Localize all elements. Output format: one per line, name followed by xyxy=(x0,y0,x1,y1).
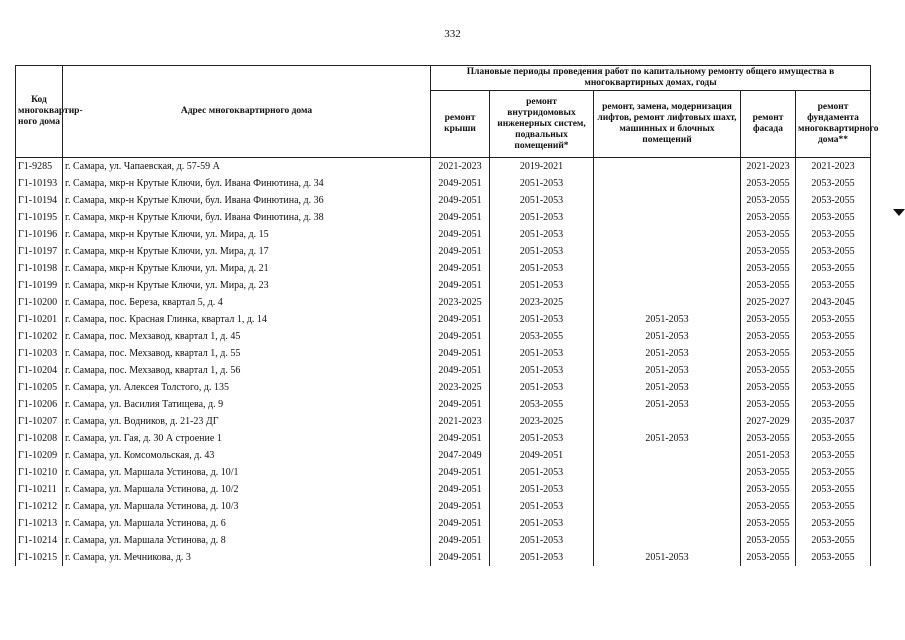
cell-facade: 2053-2055 xyxy=(741,226,796,243)
cell-roof: 2049-2051 xyxy=(431,515,490,532)
cell-code: Г1-10194 xyxy=(16,192,63,209)
cell-systems: 2019-2021 xyxy=(490,158,594,176)
cell-foundation: 2053-2055 xyxy=(796,362,871,379)
header-facade: ремонт фасада xyxy=(741,91,796,158)
cell-facade: 2053-2055 xyxy=(741,396,796,413)
cell-roof: 2023-2025 xyxy=(431,379,490,396)
table-row xyxy=(16,158,871,176)
cell-foundation: 2053-2055 xyxy=(796,192,871,209)
table-row xyxy=(16,345,871,362)
cell-lifts xyxy=(594,498,741,515)
cell-foundation: 2053-2055 xyxy=(796,226,871,243)
cell-address: г. Самара, мкр-н Крутые Ключи, ул. Мира, д. 17 xyxy=(63,243,431,260)
cell-roof: 2049-2051 xyxy=(431,311,490,328)
cell-foundation: 2035-2037 xyxy=(796,413,871,430)
cell-systems: 2051-2053 xyxy=(490,192,594,209)
cell-facade: 2053-2055 xyxy=(741,175,796,192)
cell-code: Г1-10213 xyxy=(16,515,63,532)
cell-foundation: 2053-2055 xyxy=(796,345,871,362)
table-row xyxy=(16,277,871,294)
cell-roof: 2049-2051 xyxy=(431,260,490,277)
cell-facade: 2053-2055 xyxy=(741,498,796,515)
cell-systems: 2049-2051 xyxy=(490,447,594,464)
cell-code: Г1-10204 xyxy=(16,362,63,379)
table-row xyxy=(16,209,871,226)
cell-facade: 2053-2055 xyxy=(741,430,796,447)
cell-systems: 2051-2053 xyxy=(490,362,594,379)
cell-lifts xyxy=(594,192,741,209)
cell-systems: 2051-2053 xyxy=(490,260,594,277)
cell-lifts: 2051-2053 xyxy=(594,345,741,362)
cell-systems: 2023-2025 xyxy=(490,294,594,311)
table-row xyxy=(16,464,871,481)
cell-foundation: 2053-2055 xyxy=(796,175,871,192)
table-row xyxy=(16,260,871,277)
cell-facade: 2027-2029 xyxy=(741,413,796,430)
cell-code: Г1-10201 xyxy=(16,311,63,328)
header-roof: ремонт крыши xyxy=(431,91,490,158)
capital-repair-table xyxy=(15,65,879,566)
cell-systems: 2051-2053 xyxy=(490,481,594,498)
cell-code: Г1-10203 xyxy=(16,345,63,362)
cell-address: г. Самара, ул. Маршала Устинова, д. 10/1 xyxy=(63,464,431,481)
header-systems: ремонт внутридомовых инженерных систем, подвальных помещений* xyxy=(490,91,594,158)
cell-address: г. Самара, ул. Комсомольская, д. 43 xyxy=(63,447,431,464)
cell-lifts: 2051-2053 xyxy=(594,396,741,413)
cell-roof: 2047-2049 xyxy=(431,447,490,464)
cell-address: г. Самара, ул. Василия Татищева, д. 9 xyxy=(63,396,431,413)
cell-systems: 2051-2053 xyxy=(490,532,594,549)
cell-facade: 2053-2055 xyxy=(741,192,796,209)
table-row xyxy=(16,192,871,209)
cell-address: г. Самара, ул. Маршала Устинова, д. 8 xyxy=(63,532,431,549)
cell-roof: 2049-2051 xyxy=(431,226,490,243)
header-foundation: ремонт фундамента многоквартирного дома** xyxy=(796,91,871,158)
cell-address: г. Самара, пос. Мехзавод, квартал 1, д. 55 xyxy=(63,345,431,362)
cell-foundation: 2043-2045 xyxy=(796,294,871,311)
cell-address: г. Самара, мкр-н Крутые Ключи, ул. Мира, д. 21 xyxy=(63,260,431,277)
cell-code: Г1-10205 xyxy=(16,379,63,396)
cell-code: Г1-10206 xyxy=(16,396,63,413)
cell-facade: 2053-2055 xyxy=(741,464,796,481)
cell-roof: 2049-2051 xyxy=(431,209,490,226)
cell-facade: 2053-2055 xyxy=(741,277,796,294)
cell-systems: 2051-2053 xyxy=(490,379,594,396)
cell-address: г. Самара, пос. Береза, квартал 5, д. 4 xyxy=(63,294,431,311)
table-row xyxy=(16,532,871,549)
table-row xyxy=(16,515,871,532)
cell-facade: 2025-2027 xyxy=(741,294,796,311)
cell-lifts xyxy=(594,515,741,532)
cell-lifts: 2051-2053 xyxy=(594,549,741,566)
cell-lifts: 2051-2053 xyxy=(594,362,741,379)
cell-foundation: 2053-2055 xyxy=(796,447,871,464)
cell-address: г. Самара, мкр-н Крутые Ключи, ул. Мира, д. 15 xyxy=(63,226,431,243)
table-row xyxy=(16,447,871,464)
cell-code: Г1-10195 xyxy=(16,209,63,226)
cell-foundation: 2053-2055 xyxy=(796,430,871,447)
cell-systems: 2051-2053 xyxy=(490,464,594,481)
cell-foundation: 2053-2055 xyxy=(796,379,871,396)
cell-facade: 2053-2055 xyxy=(741,328,796,345)
cell-roof: 2021-2023 xyxy=(431,413,490,430)
page-number: 332 xyxy=(444,28,461,40)
cell-facade: 2053-2055 xyxy=(741,532,796,549)
cell-lifts xyxy=(594,158,741,176)
cell-code: Г1-10199 xyxy=(16,277,63,294)
cell-code: Г1-10210 xyxy=(16,464,63,481)
cell-lifts xyxy=(594,464,741,481)
cell-address: г. Самара, пос. Мехзавод, квартал 1, д. 45 xyxy=(63,328,431,345)
cell-systems: 2051-2053 xyxy=(490,498,594,515)
cell-code: Г1-10207 xyxy=(16,413,63,430)
cell-roof: 2021-2023 xyxy=(431,158,490,176)
cell-systems: 2051-2053 xyxy=(490,311,594,328)
header-code: Код многоквартир-ного дома xyxy=(16,66,63,158)
cell-foundation: 2053-2055 xyxy=(796,328,871,345)
table-row xyxy=(16,294,871,311)
cell-facade: 2053-2055 xyxy=(741,379,796,396)
cell-code: Г1-10215 xyxy=(16,549,63,566)
cell-code: Г1-10202 xyxy=(16,328,63,345)
cell-foundation: 2053-2055 xyxy=(796,260,871,277)
cell-roof: 2049-2051 xyxy=(431,430,490,447)
table-row xyxy=(16,311,871,328)
margin-arrow-icon xyxy=(893,209,905,216)
cell-facade: 2021-2023 xyxy=(741,158,796,176)
cell-systems: 2051-2053 xyxy=(490,226,594,243)
cell-roof: 2049-2051 xyxy=(431,532,490,549)
cell-foundation: 2053-2055 xyxy=(796,515,871,532)
cell-facade: 2053-2055 xyxy=(741,209,796,226)
cell-roof: 2049-2051 xyxy=(431,549,490,566)
cell-roof: 2023-2025 xyxy=(431,294,490,311)
cell-lifts xyxy=(594,209,741,226)
cell-foundation: 2021-2023 xyxy=(796,158,871,176)
cell-facade: 2053-2055 xyxy=(741,260,796,277)
cell-address: г. Самара, ул. Гая, д. 30 А строение 1 xyxy=(63,430,431,447)
cell-systems: 2051-2053 xyxy=(490,209,594,226)
cell-lifts: 2051-2053 xyxy=(594,379,741,396)
table-row xyxy=(16,379,871,396)
cell-address: г. Самара, ул. Водников, д. 21-23 ДГ xyxy=(63,413,431,430)
cell-systems: 2023-2025 xyxy=(490,413,594,430)
cell-facade: 2051-2053 xyxy=(741,447,796,464)
cell-facade: 2053-2055 xyxy=(741,345,796,362)
cell-code: Г1-10209 xyxy=(16,447,63,464)
cell-address: г. Самара, пос. Красная Глинка, квартал 1, д. 14 xyxy=(63,311,431,328)
cell-code: Г1-10208 xyxy=(16,430,63,447)
cell-systems: 2051-2053 xyxy=(490,345,594,362)
table-row xyxy=(16,396,871,413)
cell-facade: 2053-2055 xyxy=(741,362,796,379)
cell-roof: 2049-2051 xyxy=(431,498,490,515)
cell-code: Г1-10212 xyxy=(16,498,63,515)
cell-address: г. Самара, мкр-н Крутые Ключи, ул. Мира, д. 23 xyxy=(63,277,431,294)
cell-address: г. Самара, ул. Маршала Устинова, д. 10/2 xyxy=(63,481,431,498)
cell-systems: 2051-2053 xyxy=(490,515,594,532)
cell-roof: 2049-2051 xyxy=(431,192,490,209)
cell-foundation: 2053-2055 xyxy=(796,277,871,294)
cell-lifts xyxy=(594,226,741,243)
cell-address: г. Самара, пос. Мехзавод, квартал 1, д. 56 xyxy=(63,362,431,379)
cell-code: Г1-10214 xyxy=(16,532,63,549)
cell-code: Г1-10193 xyxy=(16,175,63,192)
table-row xyxy=(16,549,871,566)
cell-code: Г1-10211 xyxy=(16,481,63,498)
cell-foundation: 2053-2055 xyxy=(796,311,871,328)
cell-roof: 2049-2051 xyxy=(431,481,490,498)
table-row xyxy=(16,413,871,430)
table-row xyxy=(16,498,871,515)
cell-roof: 2049-2051 xyxy=(431,396,490,413)
cell-lifts xyxy=(594,243,741,260)
table-row xyxy=(16,362,871,379)
cell-address: г. Самара, ул. Чапаевская, д. 57-59 А xyxy=(63,158,431,176)
cell-code: Г1-10196 xyxy=(16,226,63,243)
cell-roof: 2049-2051 xyxy=(431,345,490,362)
cell-systems: 2051-2053 xyxy=(490,430,594,447)
cell-foundation: 2053-2055 xyxy=(796,396,871,413)
cell-facade: 2053-2055 xyxy=(741,311,796,328)
cell-code: Г1-9285 xyxy=(16,158,63,176)
cell-roof: 2049-2051 xyxy=(431,175,490,192)
cell-facade: 2053-2055 xyxy=(741,515,796,532)
cell-systems: 2051-2053 xyxy=(490,175,594,192)
cell-address: г. Самара, мкр-н Крутые Ключи, бул. Ивана Финютина, д. 34 xyxy=(63,175,431,192)
table-row xyxy=(16,243,871,260)
table-body xyxy=(16,158,871,567)
cell-foundation: 2053-2055 xyxy=(796,549,871,566)
cell-roof: 2049-2051 xyxy=(431,243,490,260)
cell-code: Г1-10197 xyxy=(16,243,63,260)
table-row xyxy=(16,430,871,447)
cell-facade: 2053-2055 xyxy=(741,549,796,566)
cell-roof: 2049-2051 xyxy=(431,328,490,345)
cell-lifts xyxy=(594,481,741,498)
cell-foundation: 2053-2055 xyxy=(796,243,871,260)
cell-lifts xyxy=(594,277,741,294)
cell-facade: 2053-2055 xyxy=(741,481,796,498)
table-row xyxy=(16,481,871,498)
cell-code: Г1-10200 xyxy=(16,294,63,311)
cell-systems: 2053-2055 xyxy=(490,396,594,413)
cell-lifts: 2051-2053 xyxy=(594,328,741,345)
cell-address: г. Самара, ул. Маршала Устинова, д. 10/3 xyxy=(63,498,431,515)
cell-lifts: 2051-2053 xyxy=(594,311,741,328)
cell-address: г. Самара, мкр-н Крутые Ключи, бул. Ивана Финютина, д. 38 xyxy=(63,209,431,226)
cell-roof: 2049-2051 xyxy=(431,277,490,294)
cell-foundation: 2053-2055 xyxy=(796,481,871,498)
cell-systems: 2051-2053 xyxy=(490,277,594,294)
cell-address: г. Самара, мкр-н Крутые Ключи, бул. Ивана Финютина, д. 36 xyxy=(63,192,431,209)
cell-facade: 2053-2055 xyxy=(741,243,796,260)
cell-foundation: 2053-2055 xyxy=(796,464,871,481)
cell-lifts xyxy=(594,294,741,311)
cell-systems: 2053-2055 xyxy=(490,328,594,345)
cell-roof: 2049-2051 xyxy=(431,362,490,379)
cell-address: г. Самара, ул. Маршала Устинова, д. 6 xyxy=(63,515,431,532)
cell-roof: 2049-2051 xyxy=(431,464,490,481)
cell-lifts xyxy=(594,413,741,430)
cell-lifts xyxy=(594,260,741,277)
cell-lifts: 2051-2053 xyxy=(594,430,741,447)
cell-foundation: 2053-2055 xyxy=(796,498,871,515)
cell-lifts xyxy=(594,447,741,464)
table-row xyxy=(16,226,871,243)
table-row xyxy=(16,175,871,192)
cell-foundation: 2053-2055 xyxy=(796,209,871,226)
cell-foundation: 2053-2055 xyxy=(796,532,871,549)
table-row xyxy=(16,328,871,345)
cell-address: г. Самара, ул. Мечникова, д. 3 xyxy=(63,549,431,566)
cell-lifts xyxy=(594,532,741,549)
cell-lifts xyxy=(594,175,741,192)
header-lifts: ремонт, замена, модернизация лифтов, ремонт лифтовых шахт, машинных и блочных помещений xyxy=(594,91,741,158)
header-group: Плановые периоды проведения работ по капитальному ремонту общего имущества в многоквартирных домах, годы xyxy=(431,66,871,91)
cell-systems: 2051-2053 xyxy=(490,243,594,260)
cell-code: Г1-10198 xyxy=(16,260,63,277)
table-header xyxy=(16,66,879,158)
header-address: Адрес многоквартирного дома xyxy=(63,66,431,158)
cell-address: г. Самара, ул. Алексея Толстого, д. 135 xyxy=(63,379,431,396)
cell-systems: 2051-2053 xyxy=(490,549,594,566)
